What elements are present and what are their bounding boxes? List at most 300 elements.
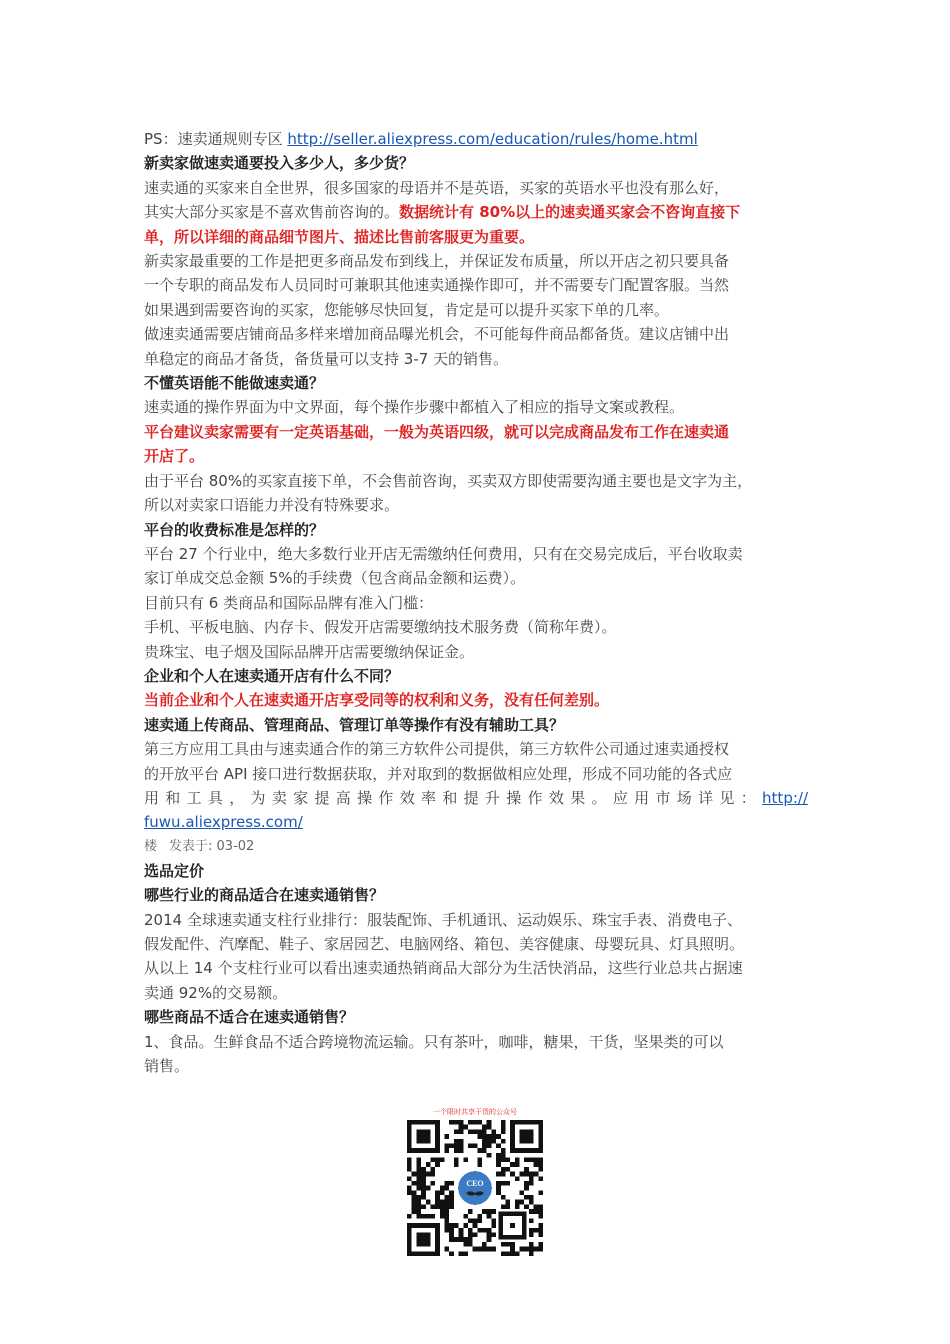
qr-module (496, 1153, 501, 1158)
qr-module (426, 1162, 431, 1167)
qr-module (421, 1176, 426, 1181)
qr-module (496, 1186, 501, 1191)
qr-module (482, 1139, 487, 1144)
qr-module (459, 1125, 464, 1130)
qr-module (487, 1214, 492, 1219)
qr-module (421, 1214, 426, 1219)
qr-module (459, 1233, 464, 1238)
qr-module (501, 1153, 506, 1158)
qr-module (449, 1237, 454, 1242)
qr-module (538, 1228, 543, 1233)
qr-module (416, 1172, 421, 1177)
qr-module (491, 1233, 496, 1238)
qr-module (505, 1158, 510, 1163)
qr-module (529, 1176, 534, 1181)
qr-module (487, 1228, 492, 1233)
qr-module (534, 1162, 539, 1167)
qr-module (491, 1139, 496, 1144)
qr-module (412, 1204, 417, 1209)
section-title: 选品定价 (144, 861, 205, 880)
qr-module (459, 1120, 464, 1125)
qr-module (538, 1209, 543, 1214)
qr-module (421, 1195, 426, 1200)
document-body (144, 127, 808, 1078)
qr-module (459, 1143, 464, 1148)
qr-module (459, 1129, 464, 1134)
heading-tools: 速卖通上传商品、管理商品、管理订单等操作有没有辅助工具？ (144, 715, 565, 734)
qr-module (491, 1247, 496, 1252)
qr-module (426, 1172, 431, 1177)
qr-module (435, 1195, 440, 1200)
paragraph-line (144, 810, 808, 834)
qr-module (501, 1172, 506, 1177)
qr-module (482, 1209, 487, 1214)
qr-module (491, 1218, 496, 1223)
highlight-text: 数据统计有 80%以上的速卖通买家会不咨询直接下 (399, 203, 741, 222)
qr-module (496, 1162, 501, 1167)
qr-module (477, 1214, 482, 1219)
qr-module (496, 1172, 501, 1177)
qr-module (426, 1186, 431, 1191)
qr-module (538, 1223, 543, 1228)
qr-module (477, 1228, 482, 1233)
qr-module (515, 1204, 520, 1209)
qr-module (477, 1134, 482, 1139)
rules-link[interactable]: http://seller.aliexpress.com/education/rules/home.html (287, 130, 698, 148)
qr-module (445, 1223, 450, 1228)
paragraph-line: 速卖通的买家来自全世界，很多国家的母语并不是英语，买家的英语水平也没有那么好， (144, 178, 730, 197)
paragraph-line: 做速卖通需要店铺商品多样来增加商品曝光机会，不可能每件商品都备货。建议店铺中出 (144, 325, 730, 344)
qr-module (454, 1158, 459, 1163)
paragraph-line: 手机、平板电脑、内存卡、假发开店需要缴纳技术服务费（简称年费）。 (144, 618, 617, 637)
qr-module (445, 1214, 450, 1219)
qr-module (421, 1190, 426, 1195)
qr-module (468, 1143, 473, 1148)
paragraph-line: 所以对卖家口语能力并没有特殊要求。 (144, 496, 400, 515)
qr-module (477, 1148, 482, 1153)
paragraph-line: 平台 27 个行业中，绝大多数行业开店无需缴纳任何费用，只有在交易完成后，平台收取卖 (144, 544, 743, 563)
qr-module (459, 1148, 464, 1153)
qr-module (501, 1242, 506, 1247)
qr-module (430, 1167, 435, 1172)
qr-code (407, 1120, 543, 1256)
qr-module (468, 1242, 473, 1247)
qr-module (538, 1162, 543, 1167)
paragraph-line: 的开放平台 API 接口进行数据获取，并对取到的数据做相应处理，形成不同功能的各式应 (144, 764, 733, 783)
qr-module (501, 1148, 506, 1153)
qr-module (477, 1218, 482, 1223)
qr-module (416, 1158, 421, 1163)
qr-module (496, 1158, 501, 1163)
qr-module (487, 1237, 492, 1242)
qr-module (430, 1158, 435, 1163)
qr-module (501, 1167, 506, 1172)
qr-module (477, 1162, 482, 1167)
qr-module (491, 1134, 496, 1139)
qr-module (487, 1120, 492, 1125)
fuwu-link-part1[interactable]: http:// (762, 788, 808, 807)
paragraph-line: 用 和 工 具 ， 为 卖 家 提 高 操 作 效 率 和 提 升 操 作 效 果 。 应 用 市 场 详 见 ： http:// (144, 788, 808, 807)
qr-module (440, 1158, 445, 1163)
qr-module (510, 1242, 515, 1247)
qr-module (463, 1125, 468, 1130)
qr-module (524, 1181, 529, 1186)
qr-module (459, 1228, 464, 1233)
qr-module (412, 1195, 417, 1200)
qr-module (449, 1228, 454, 1233)
qr-module (496, 1181, 501, 1186)
qr-module (487, 1143, 492, 1148)
qr-module (421, 1204, 426, 1209)
qr-module (515, 1162, 520, 1167)
qr-module (463, 1242, 468, 1247)
qr-module (524, 1158, 529, 1163)
paragraph-line: 新卖家最重要的工作是把更多商品发布到线上，并保证发布质量，所以开店之初只要具备 (144, 252, 730, 271)
paragraph-line: 假发配件、汽摩配、鞋子、家居园艺、电脑网络、箱包、美容健康、母婴玩具、灯具照明。 (144, 935, 745, 953)
qr-module (435, 1158, 440, 1163)
qr-module (529, 1218, 534, 1223)
paragraph-line: 速卖通的操作界面为中文界面，每个操作步骤中都植入了相应的指导文案或教程。 (144, 398, 685, 417)
qr-module (487, 1139, 492, 1144)
qr-module (477, 1247, 482, 1252)
paragraph-line: 从以上 14 个支柱行业可以看出速卖通热销商品大部分为生活快消品，这些行业总共占据速 (144, 959, 743, 978)
qr-module (538, 1158, 543, 1163)
qr-module (529, 1233, 534, 1238)
qr-module (449, 1223, 454, 1228)
paragraph-line: 如果遇到需要咨询的买家，您能够尽快回复，肯定是可以提升买家下单的几率。 (144, 300, 670, 319)
qr-module (473, 1129, 478, 1134)
qr-module (505, 1200, 510, 1205)
qr-module (529, 1228, 534, 1233)
qr-module (538, 1233, 543, 1238)
qr-module (468, 1209, 473, 1214)
highlight-line: 单，所以详细的商品细节图片、描述比售前客服更为重要。 (144, 227, 535, 246)
qr-module (459, 1139, 464, 1144)
qr-module (440, 1214, 445, 1219)
qr-module (454, 1139, 459, 1144)
qr-module (505, 1204, 510, 1209)
qr-module (520, 1200, 525, 1205)
paragraph-line: 第三方应用工具由与速卖通合作的第三方软件公司提供，第三方软件公司通过速卖通授权 (144, 740, 730, 759)
qr-module (449, 1190, 454, 1195)
qr-module (445, 1186, 450, 1191)
paragraph-line: 单稳定的商品才备货，备货量可以支持 3-7 天的销售。 (144, 349, 509, 368)
qr-module (501, 1125, 506, 1130)
qr-module (473, 1143, 478, 1148)
qr-module (482, 1148, 487, 1153)
qr-module (477, 1129, 482, 1134)
qr-module (482, 1143, 487, 1148)
qr-module (538, 1204, 543, 1209)
qr-module (538, 1167, 543, 1172)
qr-module (529, 1195, 534, 1200)
qr-module (435, 1190, 440, 1195)
qr-module (449, 1181, 454, 1186)
highlight-line: 开店了。 (144, 447, 205, 466)
qr-module (501, 1181, 506, 1186)
qr-module (416, 1195, 421, 1200)
qr-module (529, 1242, 534, 1247)
highlight-line: 平台建议卖家需要有一定英语基础，一般为英语四级，就可以完成商品发布工作在速卖通 (144, 422, 730, 441)
qr-logo (456, 1169, 494, 1207)
qr-module (440, 1209, 445, 1214)
paragraph-line: 目前只有 6 类商品和国际品牌有准入门槛： (144, 593, 434, 612)
qr-module (463, 1214, 468, 1219)
qr-module (430, 1204, 435, 1209)
qr-module (496, 1134, 501, 1139)
ps-line: PS：速卖通规则专区 http://seller.aliexpress.com/education/rules/home.html (144, 130, 698, 148)
qr-module (468, 1129, 473, 1134)
qr-module (449, 1120, 454, 1125)
qr-module (510, 1247, 515, 1252)
paragraph-line: 卖通 92%的交易额。 (144, 983, 288, 1002)
qr-module (524, 1247, 529, 1252)
paragraph-line: 销售。 (144, 1057, 190, 1076)
qr-module (430, 1172, 435, 1177)
qr-module (407, 1190, 412, 1195)
qr-code-block (400, 1108, 550, 1258)
qr-module (505, 1181, 510, 1186)
qr-module (482, 1247, 487, 1252)
qr-module (445, 1134, 450, 1139)
qr-module (445, 1228, 450, 1233)
heading-staffing: 新卖家做速卖通要投入多少人，多少货？ (144, 154, 415, 173)
qr-module (482, 1134, 487, 1139)
qr-module (440, 1186, 445, 1191)
qr-module (534, 1172, 539, 1177)
qr-module (473, 1247, 478, 1252)
qr-module (529, 1251, 534, 1256)
qr-module (468, 1237, 473, 1242)
qr-module (416, 1176, 421, 1181)
qr-module (449, 1251, 454, 1256)
qr-module (416, 1186, 421, 1191)
paragraph-line: 由于平台 80%的买家直接下单，不会售前咨询，买卖双方即使需要沟通主要也是文字为主， (144, 471, 753, 490)
qr-module (430, 1181, 435, 1186)
qr-module (524, 1204, 529, 1209)
post-meta: 楼 发表于: 03-02 (144, 838, 255, 854)
qr-module (473, 1120, 478, 1125)
qr-module (501, 1204, 506, 1209)
qr-caption: 一个限时共享干货的公众号 (433, 1108, 517, 1116)
qr-module (421, 1172, 426, 1177)
qr-module (421, 1167, 426, 1172)
heading-suitable-products: 哪些行业的商品适合在速卖通销售？ (144, 886, 385, 905)
qr-module (468, 1228, 473, 1233)
qr-module (426, 1200, 431, 1205)
qr-module (529, 1209, 534, 1214)
qr-module (520, 1247, 525, 1252)
qr-module (445, 1148, 450, 1153)
qr-module (468, 1233, 473, 1238)
fuwu-link-part2[interactable]: fuwu.aliexpress.com/ (144, 813, 303, 832)
qr-module (487, 1153, 492, 1158)
qr-module (407, 1167, 412, 1172)
qr-module (487, 1209, 492, 1214)
qr-module (473, 1218, 478, 1223)
qr-module (445, 1200, 450, 1205)
qr-module (412, 1172, 417, 1177)
qr-module (473, 1233, 478, 1238)
qr-module (454, 1143, 459, 1148)
qr-module (501, 1158, 506, 1163)
qr-module (534, 1247, 539, 1252)
qr-module (463, 1237, 468, 1242)
qr-module (445, 1181, 450, 1186)
qr-module (412, 1181, 417, 1186)
qr-module (520, 1190, 525, 1195)
qr-module (468, 1120, 473, 1125)
qr-module (416, 1209, 421, 1214)
paragraph-line: 一个专职的商品发布人员同时可兼职其他速卖通操作即可，并不需要专门配置客服。当然 (144, 276, 730, 295)
qr-module (501, 1129, 506, 1134)
qr-module (412, 1209, 417, 1214)
qr-module (407, 1158, 412, 1163)
qr-module (416, 1204, 421, 1209)
qr-module (529, 1247, 534, 1252)
qr-module (501, 1139, 506, 1144)
qr-module (534, 1158, 539, 1163)
qr-module (412, 1190, 417, 1195)
qr-module (459, 1251, 464, 1256)
qr-module (449, 1195, 454, 1200)
qr-module (538, 1214, 543, 1219)
qr-module (468, 1218, 473, 1223)
qr-module (524, 1167, 529, 1172)
qr-module (491, 1223, 496, 1228)
qr-module (407, 1176, 412, 1181)
qr-module (505, 1251, 510, 1256)
qr-module (538, 1190, 543, 1195)
qr-module (473, 1223, 478, 1228)
qr-module (421, 1181, 426, 1186)
qr-module (501, 1251, 506, 1256)
qr-module (463, 1251, 468, 1256)
qr-module (435, 1204, 440, 1209)
qr-module (515, 1200, 520, 1205)
qr-module (445, 1204, 450, 1209)
qr-module (407, 1162, 412, 1167)
qr-module (477, 1120, 482, 1125)
qr-module (524, 1195, 529, 1200)
qr-module (449, 1233, 454, 1238)
heading-business-vs-personal: 企业和个人在速卖通开店有什么不同？ (144, 666, 400, 685)
qr-module (454, 1223, 459, 1228)
qr-module (515, 1176, 520, 1181)
qr-module (529, 1200, 534, 1205)
qr-module (491, 1209, 496, 1214)
qr-module (445, 1143, 450, 1148)
qr-module (449, 1143, 454, 1148)
paragraph-line: 贵珠宝、电子烟及国际品牌开店需要缴纳保证金。 (144, 642, 475, 661)
qr-module (459, 1237, 464, 1242)
qr-module (445, 1218, 450, 1223)
qr-module (445, 1195, 450, 1200)
qr-module (510, 1162, 515, 1167)
qr-module (520, 1172, 525, 1177)
qr-module (505, 1242, 510, 1247)
qr-module (482, 1242, 487, 1247)
qr-module (487, 1247, 492, 1252)
qr-module (426, 1214, 431, 1219)
qr-module (454, 1237, 459, 1242)
qr-module (477, 1158, 482, 1163)
qr-module (505, 1167, 510, 1172)
heading-english: 不懂英语能不能做速卖通？ (144, 374, 325, 393)
qr-module (449, 1200, 454, 1205)
qr-module (482, 1228, 487, 1233)
qr-module (487, 1233, 492, 1238)
qr-module (463, 1223, 468, 1228)
paragraph-line: 2014 全球速卖通支柱行业排行：服装配饰、手机通讯、运动娱乐、珠宝手表、消费电子、 (144, 910, 742, 929)
qr-module (449, 1204, 454, 1209)
qr-module (538, 1247, 543, 1252)
qr-module (491, 1129, 496, 1134)
qr-module (534, 1209, 539, 1214)
qr-module (487, 1125, 492, 1130)
paragraph-line: 1、食品。生鲜食品不适合跨境物流运输。只有茶叶，咖啡，糖果，干货，坚果类的可以 (144, 1032, 724, 1051)
heading-unsuitable-products: 哪些商品不适合在速卖通销售？ (144, 1008, 355, 1027)
qr-module (454, 1148, 459, 1153)
qr-module (524, 1186, 529, 1191)
qr-module (463, 1158, 468, 1163)
qr-module (524, 1172, 529, 1177)
qr-module (496, 1143, 501, 1148)
qr-module (416, 1200, 421, 1205)
qr-module (529, 1158, 534, 1163)
qr-module (454, 1120, 459, 1125)
qr-module (440, 1190, 445, 1195)
qr-logo-text: CEO (466, 1179, 484, 1189)
qr-module (515, 1158, 520, 1163)
qr-module (412, 1200, 417, 1205)
qr-module (421, 1186, 426, 1191)
qr-module (496, 1190, 501, 1195)
qr-module (435, 1162, 440, 1167)
qr-module (510, 1172, 515, 1177)
qr-module (538, 1242, 543, 1247)
qr-module (529, 1181, 534, 1186)
qr-module (440, 1204, 445, 1209)
highlight-line: 当前企业和个人在速卖通开店享受同等的权利和义务，没有任何差别。 (144, 691, 610, 710)
qr-module (487, 1134, 492, 1139)
qr-module (482, 1125, 487, 1130)
qr-module (416, 1214, 421, 1219)
qr-module (407, 1214, 412, 1219)
qr-module (510, 1251, 515, 1256)
qr-module (515, 1251, 520, 1256)
heading-fees: 平台的收费标准是怎样的？ (144, 520, 325, 539)
paragraph-line: 家订单成交总金额 5%的手续费（包含商品金额和运费）。 (144, 569, 526, 588)
qr-module (482, 1129, 487, 1134)
qr-module (534, 1228, 539, 1233)
qr-module (416, 1181, 421, 1186)
qr-module (501, 1195, 506, 1200)
qr-module (445, 1209, 450, 1214)
qr-module (435, 1200, 440, 1205)
qr-module (430, 1214, 435, 1219)
qr-module (416, 1162, 421, 1167)
qr-module (454, 1162, 459, 1167)
qr-module (501, 1120, 506, 1125)
qr-module (407, 1186, 412, 1191)
qr-module (454, 1129, 459, 1134)
qr-module (529, 1172, 534, 1177)
qr-module (445, 1247, 450, 1252)
qr-module (538, 1176, 543, 1181)
qr-module (534, 1204, 539, 1209)
paragraph-line: 其实大部分买家是不喜欢售前咨询的。数据统计有 80%以上的速卖通买家会不咨询直接下 (144, 203, 741, 222)
